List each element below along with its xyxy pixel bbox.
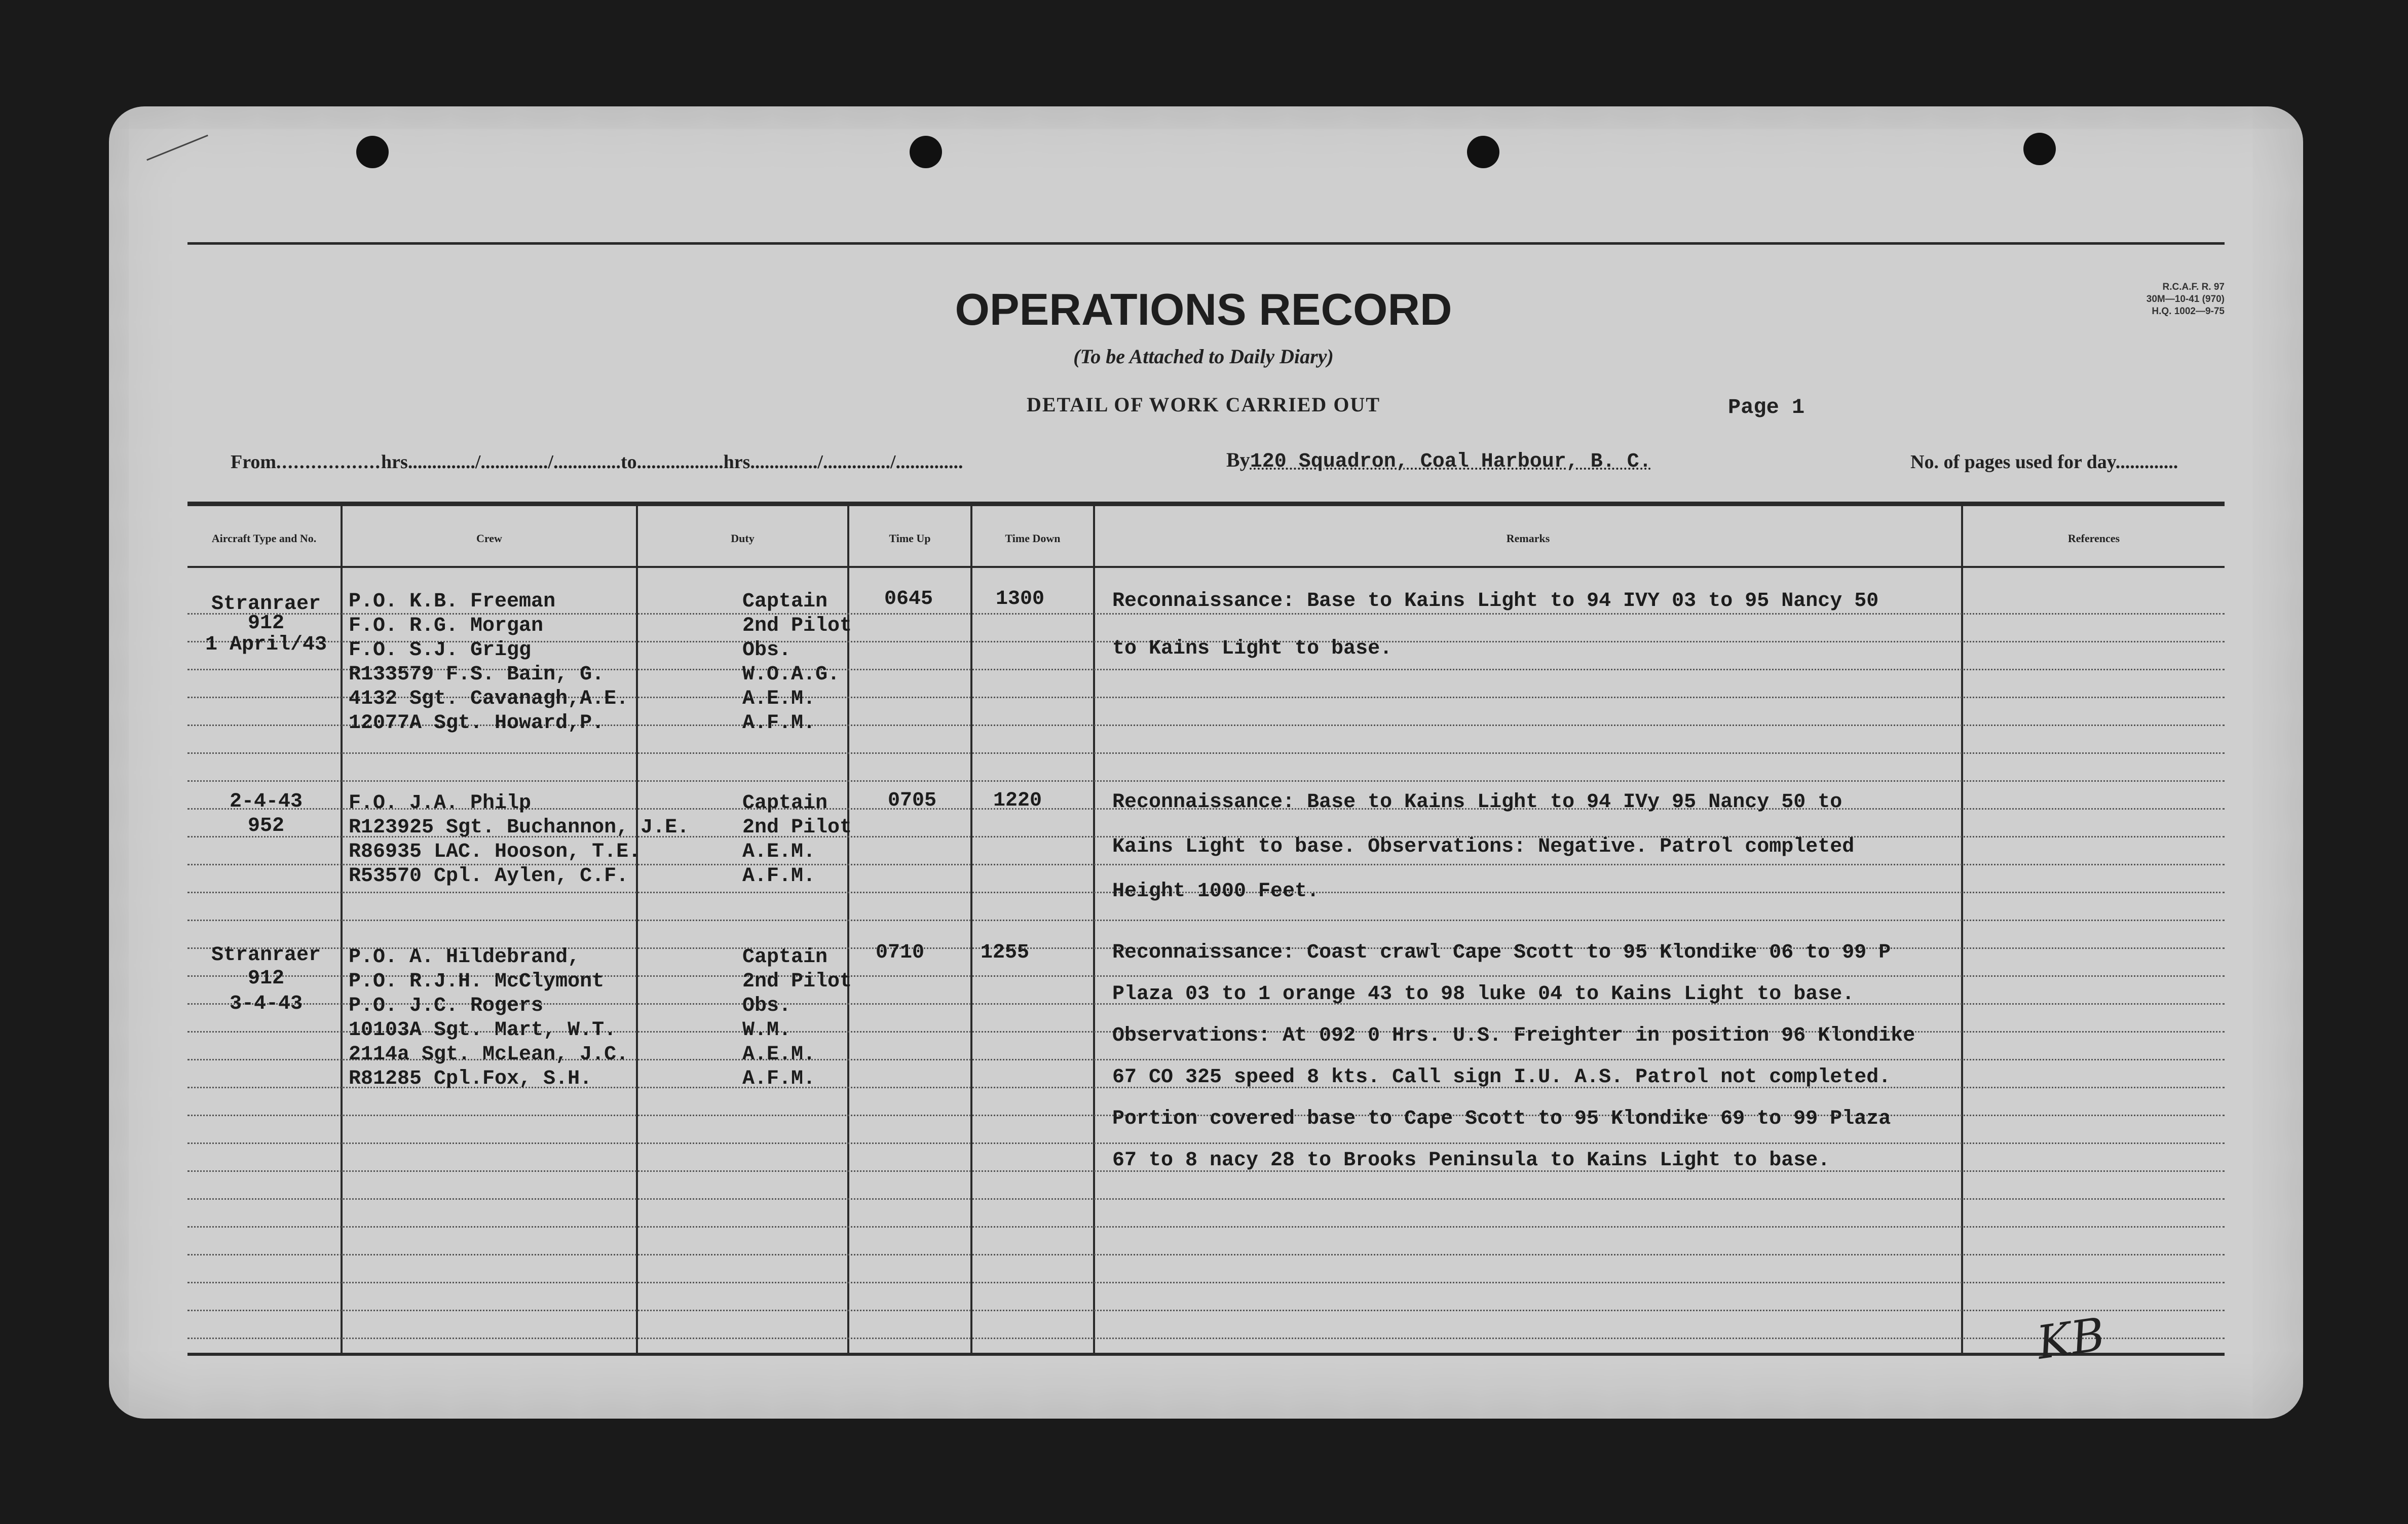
entry-date: 1 April/43 <box>205 633 327 656</box>
hrs-label: hrs <box>381 451 408 473</box>
writing-line <box>187 1338 2225 1339</box>
entry-duty <box>742 588 852 738</box>
col-header-duty: Duty <box>731 532 755 545</box>
page-number: Page 1 <box>1728 395 1805 420</box>
crew-member: F.O. R.G. Morgan <box>349 615 544 637</box>
from-field: From..................hrs............../............../..............to..................hrs............../............../.............. <box>231 451 963 473</box>
remark-line: 67 to 8 nacy 28 to Brooks Peninsula to Kains Light to base. <box>1112 1149 1830 1172</box>
time-down: 1300 <box>996 588 1045 611</box>
crew-member: F.O. J.A. Philp <box>349 792 532 815</box>
pages-used-label: No. of pages used for day <box>1910 451 2116 473</box>
duty-item: 2nd Pilot <box>742 615 852 637</box>
crew-member: P.O. R.J.H. McClymont <box>349 970 605 993</box>
crew-member: 12077A Sgt. Howard,P. <box>349 712 605 735</box>
punch-hole-3 <box>1467 136 1499 168</box>
aircraft-type: Stranraer <box>211 944 321 967</box>
hrs-label: hrs <box>723 451 750 473</box>
duty-item: Captain <box>742 792 828 815</box>
remark-line: to Kains Light to base. <box>1112 637 1393 660</box>
duty-item: Captain <box>742 590 828 613</box>
duty-item: A.F.M. <box>742 1068 816 1090</box>
crew-member: P.O. J.C. Rogers <box>349 995 544 1017</box>
squadron-value: 120 Squadron, Coal Harbour, B. C. <box>1250 450 1651 473</box>
duty-item: W.M. <box>742 1019 792 1042</box>
pages-used-field: No. of pages used for day............. <box>1910 451 2178 473</box>
time-up: 0710 <box>876 941 925 964</box>
crew-member: R123925 Sgt. Buchannon, J.E. <box>349 816 690 839</box>
aircraft-number: 952 <box>247 815 284 837</box>
duty-item: Obs. <box>742 995 792 1017</box>
duty-item: A.E.M. <box>742 841 816 863</box>
writing-line <box>187 920 2225 921</box>
crew-member: P.O. K.B. Freeman <box>349 590 556 613</box>
crew-member: R133579 F.S. Bain, G. <box>349 663 605 686</box>
crew-member: R86935 LAC. Hooson, T.E. <box>349 841 641 863</box>
punch-hole-4 <box>2023 133 2056 165</box>
entry-remarks <box>1112 582 1878 669</box>
punch-hole-1 <box>356 136 389 168</box>
to-label: to <box>620 451 637 473</box>
col-header-time-down: Time Down <box>1005 532 1061 545</box>
crew-member: R81285 Cpl.Fox, S.H. <box>349 1068 592 1090</box>
remark-line: Reconnaissance: Coast crawl Cape Scott to 95 Klondike 06 to 99 P <box>1112 941 1891 964</box>
entry-duty <box>742 789 852 891</box>
time-down: 1220 <box>993 789 1042 812</box>
duty-item: Captain <box>742 946 828 969</box>
remark-line: Height 1000 Feet. <box>1112 880 1320 903</box>
writing-line <box>187 1282 2225 1283</box>
crew-member: 4132 Sgt. Cavanagh,A.E. <box>349 688 629 710</box>
col-header-references: References <box>2067 532 2120 545</box>
remark-line: Portion covered base to Cape Scott to 95 Klondike 69 to 99 Plaza <box>1112 1108 1891 1130</box>
remark-line: Kains Light to base. Observations: Negative. Patrol completed <box>1112 835 1855 858</box>
handwritten-initials: KB <box>2034 1308 2109 1370</box>
crew-member: 2114a Sgt. McLean, J.C. <box>349 1043 629 1066</box>
crew-member: 10103A Sgt. Mart, W.T. <box>349 1019 617 1042</box>
col-header-aircraft: Aircraft Type and No. <box>211 532 317 545</box>
from-label: From <box>231 451 277 473</box>
record-subtitle: (To be Attached to Daily Diary) <box>1073 345 1334 368</box>
remark-line: Reconnaissance: Base to Kains Light to 94 IVy 95 Nancy 50 to <box>1112 791 1842 814</box>
remark-line: Observations: At 092 0 Hrs. U.S. Freighter in position 96 Klondike <box>1112 1024 1915 1047</box>
duty-item: 2nd Pilot <box>742 970 852 993</box>
entry-aircraft <box>193 590 340 659</box>
time-up: 0705 <box>888 789 937 812</box>
entry-remarks <box>1112 780 1854 914</box>
crew-member: P.O. A. Hildebrand, <box>349 946 580 969</box>
top-rule <box>187 242 2225 245</box>
crew-member: F.O. S.J. Grigg <box>349 639 532 662</box>
by-label: By <box>1226 448 1250 471</box>
duty-item: A.E.M. <box>742 688 816 710</box>
aircraft-number: 912 <box>247 612 284 635</box>
table-bottom-rule <box>187 1353 2225 1356</box>
writing-line <box>187 1310 2225 1311</box>
duty-item: A.F.M. <box>742 712 816 735</box>
table-top-rule <box>187 502 2225 506</box>
duty-item: 2nd Pilot <box>742 816 852 839</box>
writing-line <box>187 752 2225 754</box>
duty-item: A.E.M. <box>742 1043 816 1066</box>
header-bottom-rule <box>187 566 2225 568</box>
writing-line <box>187 1226 2225 1228</box>
squadron-field <box>1226 448 1651 473</box>
remark-line: 67 CO 325 speed 8 kts. Call sign I.U. A.S. Patrol not completed. <box>1112 1066 1891 1089</box>
remark-line: Reconnaissance: Base to Kains Light to 94 IVY 03 to 95 Nancy 50 <box>1112 590 1879 613</box>
entry-date: 2-4-43 <box>229 790 303 813</box>
entry-aircraft <box>193 941 340 1018</box>
col-header-crew: Crew <box>476 532 502 545</box>
entry-date: 3-4-43 <box>229 993 303 1015</box>
writing-line <box>187 1198 2225 1200</box>
aircraft-number: 912 <box>247 967 284 990</box>
entry-crew <box>349 588 628 738</box>
aircraft-type: Stranraer <box>211 593 321 616</box>
col-header-time-up: Time Up <box>889 532 931 545</box>
punch-hole-2 <box>910 136 942 168</box>
time-down: 1255 <box>981 941 1030 964</box>
detail-heading: DETAIL OF WORK CARRIED OUT <box>1026 393 1380 416</box>
entry-duty <box>742 943 852 1093</box>
col-header-remarks: Remarks <box>1506 532 1550 545</box>
duty-item: W.O.A.G. <box>742 663 840 686</box>
entry-crew <box>349 789 689 891</box>
record-title: OPERATIONS RECORD <box>955 284 1452 334</box>
entry-remarks <box>1112 932 1915 1182</box>
remark-line: Plaza 03 to 1 orange 43 to 98 luke 04 to Kains Light to base. <box>1112 983 1855 1006</box>
form-number <box>2073 281 2225 318</box>
crew-member: R53570 Cpl. Aylen, C.F. <box>349 865 629 888</box>
duty-item: A.F.M. <box>742 865 816 888</box>
duty-item: Obs. <box>742 639 792 662</box>
form-number-line: 30M—10-41 (970) <box>2146 294 2225 304</box>
form-number-line: H.Q. 1002—9-75 <box>2152 306 2225 317</box>
entry-aircraft <box>193 788 340 841</box>
form-number-line: R.C.A.F. R. 97 <box>2162 282 2225 292</box>
writing-line <box>187 1254 2225 1255</box>
time-up: 0645 <box>884 588 933 611</box>
entry-crew <box>349 943 628 1093</box>
